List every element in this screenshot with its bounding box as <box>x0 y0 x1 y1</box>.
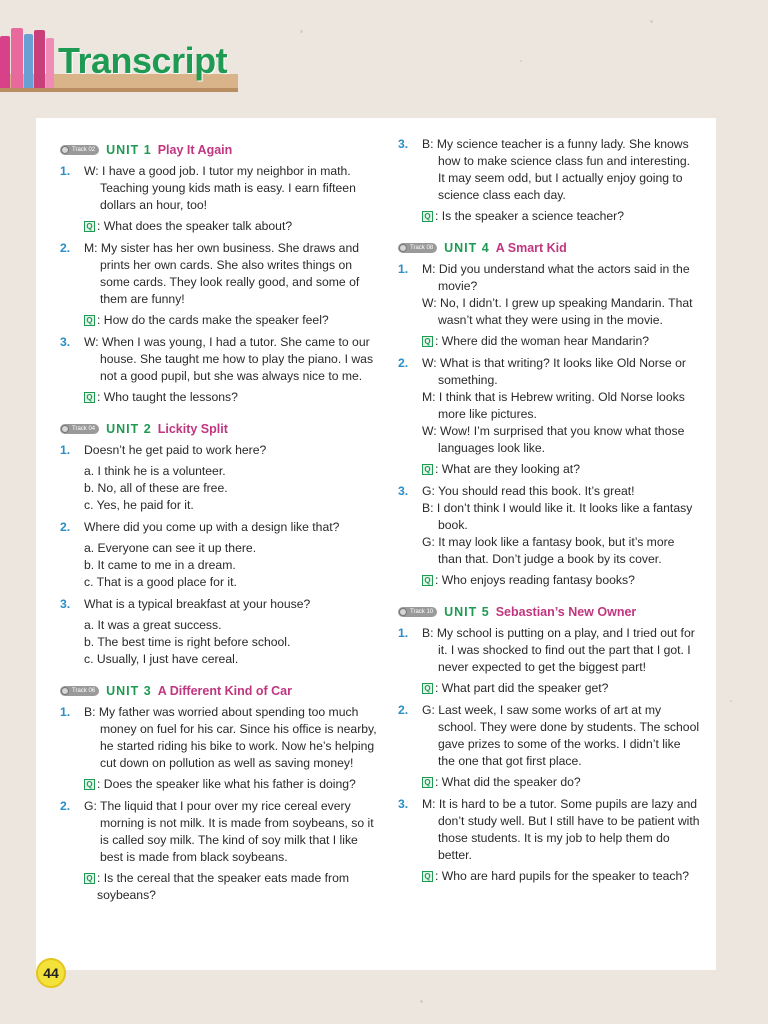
dialogue-line: B: My father was worried about spending too much money on fuel for his car. Since his office is nearby, he started riding his bike to work. Now he’s helping cut down on pollution as well as saving money! <box>84 705 377 770</box>
unit-label: UNIT 5 <box>444 604 490 619</box>
question-text: : Who are hard pupils for the speaker to teach? <box>435 869 690 883</box>
dialogue-line: M: It is hard to be a tutor. Some pupils are lazy and don’t study well. But I still have to be patient with those students. It is my job to help them do better. <box>422 797 700 862</box>
question-text: : Does the speaker like what his father is doing? <box>97 777 356 791</box>
transcript-item <box>60 704 378 793</box>
transcript-item <box>398 261 700 350</box>
book-spine-icon <box>46 38 54 88</box>
unit-name: Sebastian’s New Owner <box>495 604 637 619</box>
background-speck <box>300 30 303 33</box>
transcript-item <box>398 355 700 478</box>
track-badge: Track 04 <box>60 424 99 434</box>
track-badge: Track 02 <box>60 145 99 155</box>
question-icon: Q <box>422 777 433 788</box>
question-row <box>84 870 378 904</box>
question-text: : Who taught the lessons? <box>97 390 238 404</box>
answer-option: c. Usually, I just have cereal. <box>84 652 239 666</box>
question-text: : What does the speaker talk about? <box>97 219 293 233</box>
item-number: 3. <box>398 484 409 498</box>
question-row <box>422 572 700 589</box>
transcript-item <box>398 136 700 225</box>
question-row <box>422 461 700 478</box>
unit-spacer <box>60 411 378 419</box>
dialogue-line: M: I think that is Hebrew writing. Old Norse looks more like pictures. <box>422 390 685 421</box>
background-speck <box>730 700 732 702</box>
transcript-item <box>398 483 700 589</box>
item-number: 1. <box>60 443 71 457</box>
unit-name: A Smart Kid <box>495 240 567 255</box>
item-number: 2. <box>60 520 71 534</box>
page-title: Transcript <box>58 40 228 81</box>
dialogue-line: G: You should read this book. It’s great! <box>422 484 635 498</box>
question-icon: Q <box>422 336 433 347</box>
unit-header <box>60 419 378 439</box>
dialogue-line: M: My sister has her own business. She draws and prints her own cards. She also writes things on some cards. They look really good, and some of them are funny! <box>84 241 360 306</box>
unit-header <box>398 238 700 258</box>
track-badge: Track 08 <box>398 243 437 253</box>
unit-name: Lickity Split <box>157 421 228 436</box>
answer-option: b. It came to me in a dream. <box>84 558 236 572</box>
item-number: 3. <box>60 335 71 349</box>
question-icon: Q <box>84 873 95 884</box>
transcript-item <box>60 163 378 235</box>
item-number: 2. <box>60 241 71 255</box>
answer-option: a. It was a great success. <box>84 618 222 632</box>
answer-options <box>84 463 378 514</box>
track-badge: Track 06 <box>60 686 99 696</box>
question-icon: Q <box>422 683 433 694</box>
question-row <box>422 774 700 791</box>
question-icon: Q <box>422 871 433 882</box>
unit-header <box>398 602 700 622</box>
dialogue-line: B: My school is putting on a play, and I tried out for it. I was shocked to find out the part that I got. I never expected to get the biggest part! <box>422 626 695 674</box>
transcript-item <box>60 519 378 591</box>
question-text: : What are they looking at? <box>435 462 580 476</box>
answer-option: c. Yes, he paid for it. <box>84 498 194 512</box>
question-text: : What did the speaker do? <box>435 775 581 789</box>
dialogue-line: W: Wow! I’m surprised that you know what those languages look like. <box>422 424 685 455</box>
question-row <box>84 776 378 793</box>
unit-header <box>60 140 378 160</box>
transcript-item <box>398 702 700 791</box>
item-number: 2. <box>398 356 409 370</box>
unit-label: UNIT 1 <box>106 142 152 157</box>
dialogue-line: Doesn’t he get paid to work here? <box>84 443 267 457</box>
answer-option: a. Everyone can see it up there. <box>84 541 257 555</box>
question-icon: Q <box>84 221 95 232</box>
dialogue-line: W: No, I didn’t. I grew up speaking Mandarin. That wasn’t what they were using in the movie. <box>422 296 693 327</box>
dialogue-line: W: When I was young, I had a tutor. She came to our house. She taught me how to play the piano. I was not a good pupil, but she was always nice to me. <box>84 335 374 383</box>
question-row <box>422 208 700 225</box>
unit-name: Play It Again <box>157 142 233 157</box>
item-number: 3. <box>60 597 71 611</box>
question-text: : Is the speaker a science teacher? <box>435 209 625 223</box>
item-number: 2. <box>60 799 71 813</box>
item-number: 3. <box>398 137 409 151</box>
right-column <box>398 136 700 890</box>
page-number: 44 <box>36 958 66 988</box>
left-column <box>60 140 378 909</box>
question-icon: Q <box>422 211 433 222</box>
question-row <box>84 218 378 235</box>
item-number: 1. <box>60 164 71 178</box>
unit-label: UNIT 2 <box>106 421 152 436</box>
unit-label: UNIT 3 <box>106 683 152 698</box>
question-row <box>422 680 700 697</box>
answer-option: b. The best time is right before school. <box>84 635 291 649</box>
question-icon: Q <box>84 315 95 326</box>
dialogue-line: B: My science teacher is a funny lady. She knows how to make science class fun and interesting. It may seem odd, but I actually enjoy going to science class each day. <box>422 137 691 202</box>
question-icon: Q <box>84 779 95 790</box>
question-text: : Who enjoys reading fantasy books? <box>435 573 635 587</box>
item-number: 1. <box>398 626 409 640</box>
track-badge: Track 10 <box>398 607 437 617</box>
transcript-item <box>60 442 378 514</box>
question-text: : Where did the woman hear Mandarin? <box>435 334 650 348</box>
dialogue-line: Where did you come up with a design like that? <box>84 520 340 534</box>
book-spine-icon <box>0 36 10 88</box>
background-speck <box>420 1000 423 1003</box>
unit-spacer <box>398 594 700 602</box>
unit-label: UNIT 4 <box>444 240 490 255</box>
book-spine-icon <box>34 30 45 88</box>
transcript-page <box>36 118 716 970</box>
dialogue-line: B: I don’t think I would like it. It looks like a fantasy book. <box>422 501 693 532</box>
question-row <box>84 312 378 329</box>
dialogue-line: What is a typical breakfast at your house? <box>84 597 311 611</box>
answer-option: a. I think he is a volunteer. <box>84 464 226 478</box>
unit-spacer <box>398 230 700 238</box>
question-text: : What part did the speaker get? <box>435 681 609 695</box>
dialogue-line: W: What is that writing? It looks like Old Norse or something. <box>422 356 686 387</box>
book-spine-icon <box>24 34 33 88</box>
question-row <box>84 389 378 406</box>
transcript-item <box>398 796 700 885</box>
dialogue-line: G: It may look like a fantasy book, but it’s more than that. Don’t judge a book by its cover. <box>422 535 675 566</box>
question-text: : Is the cereal that the speaker eats made from soybeans? <box>97 871 350 902</box>
question-row <box>422 868 700 885</box>
unit-header <box>60 681 378 701</box>
book-spine-icon <box>11 28 23 88</box>
item-number: 3. <box>398 797 409 811</box>
answer-option: c. That is a good place for it. <box>84 575 237 589</box>
answer-option: b. No, all of these are free. <box>84 481 228 495</box>
dialogue-line: M: Did you understand what the actors said in the movie? <box>422 262 690 293</box>
unit-spacer <box>60 673 378 681</box>
transcript-item <box>398 625 700 697</box>
dialogue-line: G: The liquid that I pour over my rice cereal every morning is not milk. It is made from soybeans, so it is called soy milk. The kind of soy milk that I like best is made from black soybeans. <box>84 799 374 864</box>
transcript-item <box>60 240 378 329</box>
item-number: 1. <box>398 262 409 276</box>
answer-options <box>84 540 378 591</box>
transcript-item <box>60 596 378 668</box>
item-number: 2. <box>398 703 409 717</box>
question-icon: Q <box>422 575 433 586</box>
question-icon: Q <box>84 392 95 403</box>
transcript-item <box>60 334 378 406</box>
item-number: 1. <box>60 705 71 719</box>
question-row <box>422 333 700 350</box>
background-speck <box>520 60 522 62</box>
question-text: : How do the cards make the speaker feel? <box>97 313 329 327</box>
transcript-item <box>60 798 378 904</box>
question-icon: Q <box>422 464 433 475</box>
answer-options <box>84 617 378 668</box>
background-speck <box>650 20 653 23</box>
dialogue-line: G: Last week, I saw some works of art at my school. They were done by students. The school gave prizes to some of the works. I didn’t like the one that got first place. <box>422 703 700 768</box>
dialogue-line: W: I have a good job. I tutor my neighbor in math. Teaching young kids math is easy. I earn fifteen dollars an hour, too! <box>84 164 356 212</box>
unit-name: A Different Kind of Car <box>157 683 292 698</box>
